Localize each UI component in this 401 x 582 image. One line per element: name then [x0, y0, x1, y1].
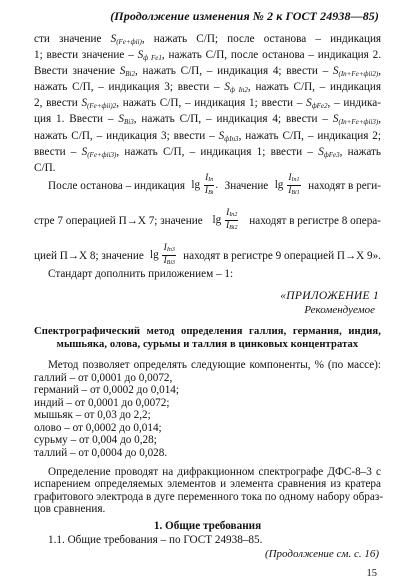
formula-line-2: стре 7 операцией П→Х 7; значение lg $\frac{I_{In2}}{I_{Bi2}}$ находят в регистре 8 опера- — [34, 208, 381, 231]
fraction: $\frac{I_{In3}}{I_{Bi3}}$ — [163, 243, 175, 266]
text-line: ввести – $S_{(Fe+фіі3)}$, нажать С/П, – индикация 1; ввести – $S_{фFe3}$, нажать — [34, 145, 381, 159]
list-item: сурьму – от 0,004 до 0,28; — [34, 434, 157, 446]
annex-subtitle: Рекомендуемое — [304, 304, 375, 316]
list-item: германий – от 0,0002 до 0,014; — [34, 384, 180, 396]
fraction: $\frac{I_{In1}}{I_{Bi1}}$ — [288, 173, 300, 196]
annex-intro: Стандарт дополнить приложением – 1: — [48, 268, 234, 280]
running-header: (Продолжение изменения № 2 к ГОСТ 24938—85) — [110, 9, 379, 23]
list-item: олово – от 0,0002 до 0,014; — [34, 421, 162, 434]
list-item: мышьяк – от 0,03 до 2,2; — [34, 409, 151, 421]
formula-line-1: После останова – индикация lg $\frac{I_{In}}{I_{Bi}}$ . Значение lg $\frac{I_{In1}}{I_{Bi1}}$ находят в реги- — [48, 173, 381, 196]
fraction: $\frac{I_{In2}}{I_{Bi2}}$ — [225, 208, 238, 231]
text-line: 1; ввести значение – $S_{ф Fe1}$, нажать С/П, после останова – индикация 2. — [34, 49, 381, 63]
paragraph-method: Определение проводят на дифракционном спектрографе ДФС-8–3 с испарением определяемых элементов и элемента сравнения из кратера графитового электрода в дуге переменного тока по одному набору образ- цов сравнения. — [34, 466, 384, 516]
text-line: 2, ввести $S_{(Fe+фіі)2}$, нажать С/П, – индикация 1; ввести – $S_{фFe2}$, – индика- — [34, 97, 381, 111]
list-item: индий – от 0,0001 до 0,0072; — [34, 396, 170, 409]
section-title: 1. Общие требования — [153, 520, 262, 532]
continuation-note: (Продолжение см. с. 16) — [264, 548, 379, 560]
annex-title: «ПРИЛОЖЕНИЕ 1 — [280, 290, 379, 302]
text-line: ция 1. Ввести – $S_{Bi3}$, нажать С/П, – индикация 4; ввести – $S_{(In+Fe+фіі3)}$, — [34, 113, 381, 127]
list-item: галлий – от 0,0001 до 0,0072, — [34, 371, 173, 384]
text-line: С/П. — [34, 161, 56, 174]
fraction: $\frac{I_{In}}{I_{Bi}}$ — [204, 173, 214, 196]
component-list — [34, 359, 381, 459]
page-number: 15 — [366, 568, 377, 579]
section-body: 1.1. Общие требования – по ГОСТ 24938–85. — [48, 534, 263, 546]
list-item: таллий – от 0,0004 до 0,028. — [34, 446, 168, 459]
list-intro: Метод позволяет определять следующие компоненты, % (по массе): — [48, 359, 381, 371]
text-line: нажать С/П, – индикация 3; ввести – $S_{ф In2}$, нажать С/П, – индикация — [34, 81, 381, 95]
text-line: сти значение $S_{(Fe+фіі)}$, нажать С/П; после останова – индикация — [34, 33, 381, 46]
method-title: Спектрографический метод определения галлия, германия, индия, мышьяка, олова, сурьмы и таллия в цинковых концентратах — [34, 326, 381, 350]
text-line: нажать С/П, – индикация 3; ввести – $S_{фIn3}$, нажать С/П, – индикация 2; — [34, 129, 381, 143]
formula-line-3: цией П→Х 8; значение lg $\frac{I_{In3}}{I_{Bi3}}$ находят в регистре 9 операцией П→Х 9». — [34, 243, 381, 266]
text-line: Ввести значение $S_{Bi2}$, нажать С/П, – индикация 4; ввести – $S_{(In+Fe+фіі2)}$, — [34, 65, 381, 79]
paragraph-instructions — [34, 33, 381, 175]
